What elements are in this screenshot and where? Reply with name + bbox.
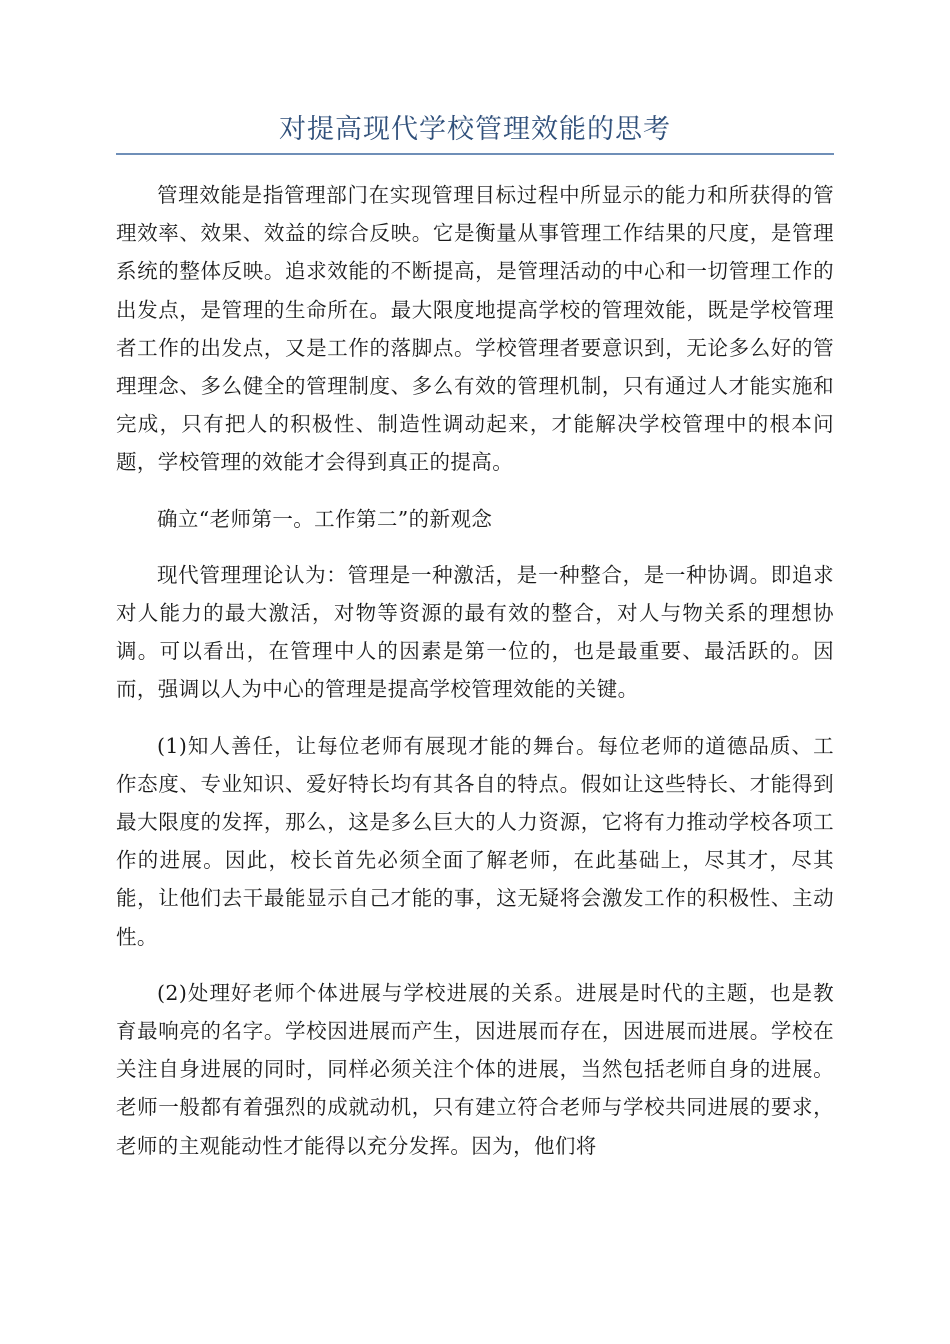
paragraph-theory: 现代管理理论认为：管理是一种激活，是一种整合，是一种协调。即追求对人能力的最大激活，对物等资源的最有效的整合，对人与物关系的理想协调。可以看出，在管理中人的因素是第一位的，也是最重要、最活跃的。因而，强调以人为中心的管理是提高学校管理效能的关键。	[116, 562, 834, 702]
paragraph-point-2: (2)处理好老师个体进展与学校进展的关系。进展是时代的主题，也是教育最响亮的名字。学校因进展而产生，因进展而存在，因进展而进展。学校在关注自身进展的同时，同样必须关注个体的进展，当然包括老师自身的进展。老师一般都有着强烈的成就动机，只有建立符合老师与学校共同进展的要求，老师的主观能动性才能得以充分发挥。因为，他们将	[116, 980, 834, 1158]
document-body	[116, 176, 834, 1183]
paragraph-intro: 管理效能是指管理部门在实现管理目标过程中所显示的能力和所获得的管理效率、效果、效益的综合反映。它是衡量从事管理工作结果的尺度，是管理系统的整体反映。追求效能的不断提高，是管理活动的中心和一切管理工作的出发点，是管理的生命所在。最大限度地提高学校的管理效能，既是学校管理者工作的出发点，又是工作的落脚点。学校管理者要意识到，无论多么好的管理理念、多么健全的管理制度、多么有效的管理机制，只有通过人才能实施和完成，只有把人的积极性、制造性调动起来，才能解决学校管理中的根本问题，学校管理的效能才会得到真正的提高。	[116, 183, 834, 475]
title-underline	[116, 153, 834, 155]
document-title: 对提高现代学校管理效能的思考	[279, 114, 671, 145]
section-heading: 确立“老师第一。工作第二”的新观念	[157, 506, 493, 531]
paragraph-point-1: (1)知人善任，让每位老师有展现才能的舞台。每位老师的道德品质、工作态度、专业知识、爱好特长均有其各自的特点。假如让这些特长、才能得到最大限度的发挥，那么，这是多么巨大的人力资源，它将有力推动学校各项工作的进展。因此，校长首先必须全面了解老师，在此基础上，尽其才，尽其能，让他们去干最能显示自己才能的事，这无疑将会激发工作的积极性、主动性。	[116, 733, 834, 949]
